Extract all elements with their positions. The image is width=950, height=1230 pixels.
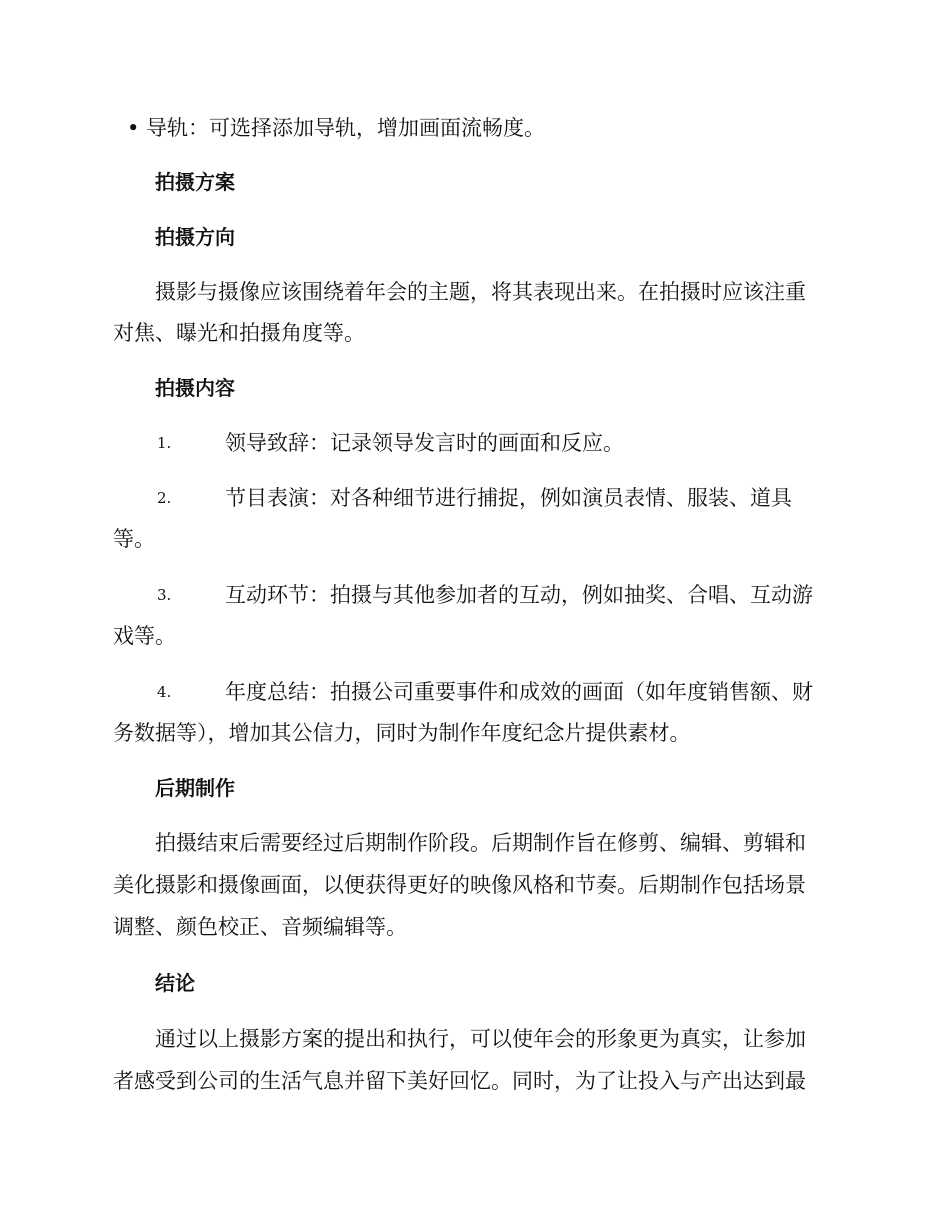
list-item-text: 节目表演：对各种细节进行捕捉，例如演员表情、服装、道具 (225, 486, 792, 510)
list-item-number: 1. (157, 434, 172, 452)
bullet-rail-item: • 导轨：可选择添加导轨，增加画面流畅度。 (127, 116, 546, 140)
heading-shooting-content: 拍摄内容 (155, 376, 235, 400)
heading-conclusion: 结论 (155, 971, 195, 995)
conclusion-paragraph-line-2: 者感受到公司的生活气息并留下美好回忆。同时，为了让投入与产出达到最 (113, 1069, 806, 1093)
heading-post-production: 后期制作 (155, 776, 235, 800)
list-item-text-continuation: 等。 (113, 527, 155, 551)
post-paragraph-line-2: 美化摄影和摄像画面，以便获得更好的映像风格和节奏。后期制作包括场景 (113, 873, 806, 897)
list-item-text-continuation: 务数据等），增加其公信力，同时为制作年度纪念片提供素材。 (113, 721, 691, 745)
conclusion-paragraph-line-1: 通过以上摄影方案的提出和执行，可以使年会的形象更为真实，让参加 (155, 1027, 806, 1051)
list-item-number: 2. (157, 489, 172, 507)
post-paragraph-line-3: 调整、颜色校正、音频编辑等。 (113, 915, 407, 939)
heading-shooting-plan: 拍摄方案 (155, 170, 235, 194)
direction-paragraph-line-2: 对焦、曝光和拍摄角度等。 (113, 321, 365, 345)
list-item-text: 领导致辞：记录领导发言时的画面和反应。 (225, 431, 624, 455)
list-item-number: 3. (157, 586, 172, 604)
heading-shooting-direction: 拍摄方向 (155, 225, 235, 249)
list-item-text: 年度总结：拍摄公司重要事件和成效的画面（如年度销售额、财 (225, 680, 813, 704)
list-item-number: 4. (157, 683, 172, 701)
post-paragraph-line-1: 拍摄结束后需要经过后期制作阶段。后期制作旨在修剪、编辑、剪辑和 (155, 831, 806, 855)
direction-paragraph-line-1: 摄影与摄像应该围绕着年会的主题，将其表现出来。在拍摄时应该注重 (155, 280, 806, 304)
list-item-text: 互动环节：拍摄与其他参加者的互动，例如抽奖、合唱、互动游 (225, 583, 813, 607)
list-item-text-continuation: 戏等。 (113, 624, 176, 648)
